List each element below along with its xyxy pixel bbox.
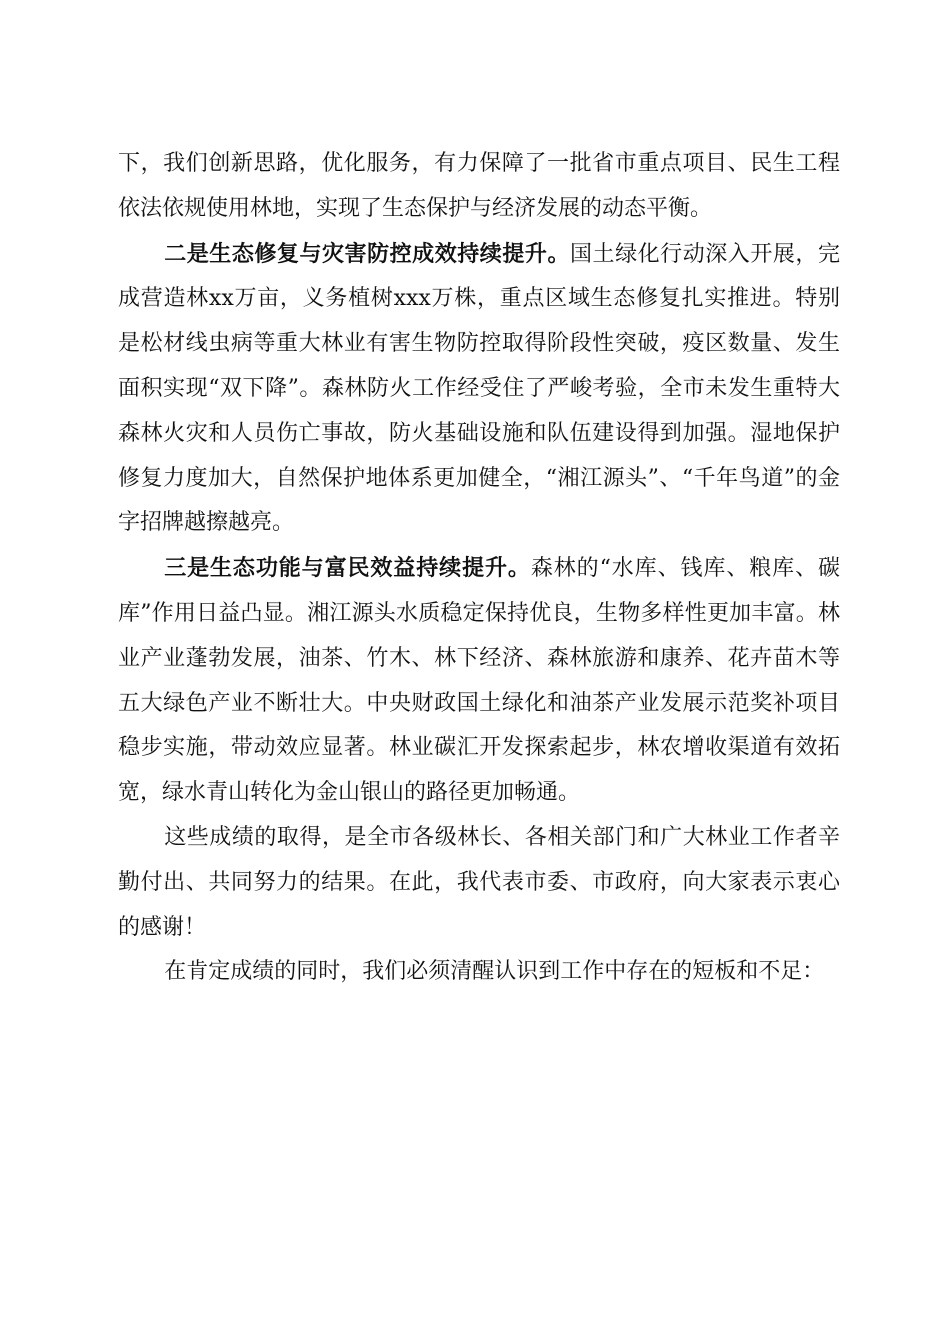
paragraph-text: 国土绿化行动深入开展，完成营造林xx万亩，义务植树xxx万株，重点区域生态修复扎实推进。特别是松材线虫病等重大林业有害生物防控取得阶段性突破，疫区数量、发生面积实现“双下降”。森林防火工作经受住了严峻考验，全市未发生重特大森林火灾和人员伤亡事故，防火基础设施和队伍建设得到加强。湿地保护修复力度加大，自然保护地体系更加健全，“湘江源头”、“千年鸟道”的金字招牌越擦越亮。 [118,241,840,536]
paragraph-ecological-function [118,546,840,816]
paragraph-text: 在肯定成绩的同时，我们必须清醒认识到工作中存在的短板和不足： [164,959,825,985]
paragraph-ecological-restoration [118,232,840,547]
paragraph-text: 这些成绩的取得，是全市各级林长、各相关部门和广大林业工作者辛勤付出、共同努力的结果。在此，我代表市委、市政府，向大家表示衷心的感谢！ [118,824,840,940]
paragraph-continuation [118,142,840,232]
paragraph-acknowledgement [118,816,840,950]
paragraph-text: 森林的“水库、钱库、粮库、碳库”作用日益凸显。湘江源头水质稳定保持优良，生物多样性更加丰富。林业产业蓬勃发展，油茶、竹木、林下经济、森林旅游和康养、花卉苗木等五大绿色产业不断壮大。中央财政国土绿化和油茶产业发展示范奖补项目稳步实施，带动效应显著。林业碳汇开发探索起步，林农增收渠道有效拓宽，绿水青山转化为金山银山的路径更加畅通。 [118,556,840,806]
paragraph-shortcomings-intro [118,950,840,995]
paragraph-lead-heading: 二是生态修复与灾害防控成效持续提升。 [164,240,570,267]
paragraph-text: 下，我们创新思路，优化服务，有力保障了一批省市重点项目、民生工程依法依规使用林地，实现了生态保护与经济发展的动态平衡。 [118,151,840,221]
document-body [118,142,840,995]
paragraph-lead-heading: 三是生态功能与富民效益持续提升。 [164,555,531,582]
